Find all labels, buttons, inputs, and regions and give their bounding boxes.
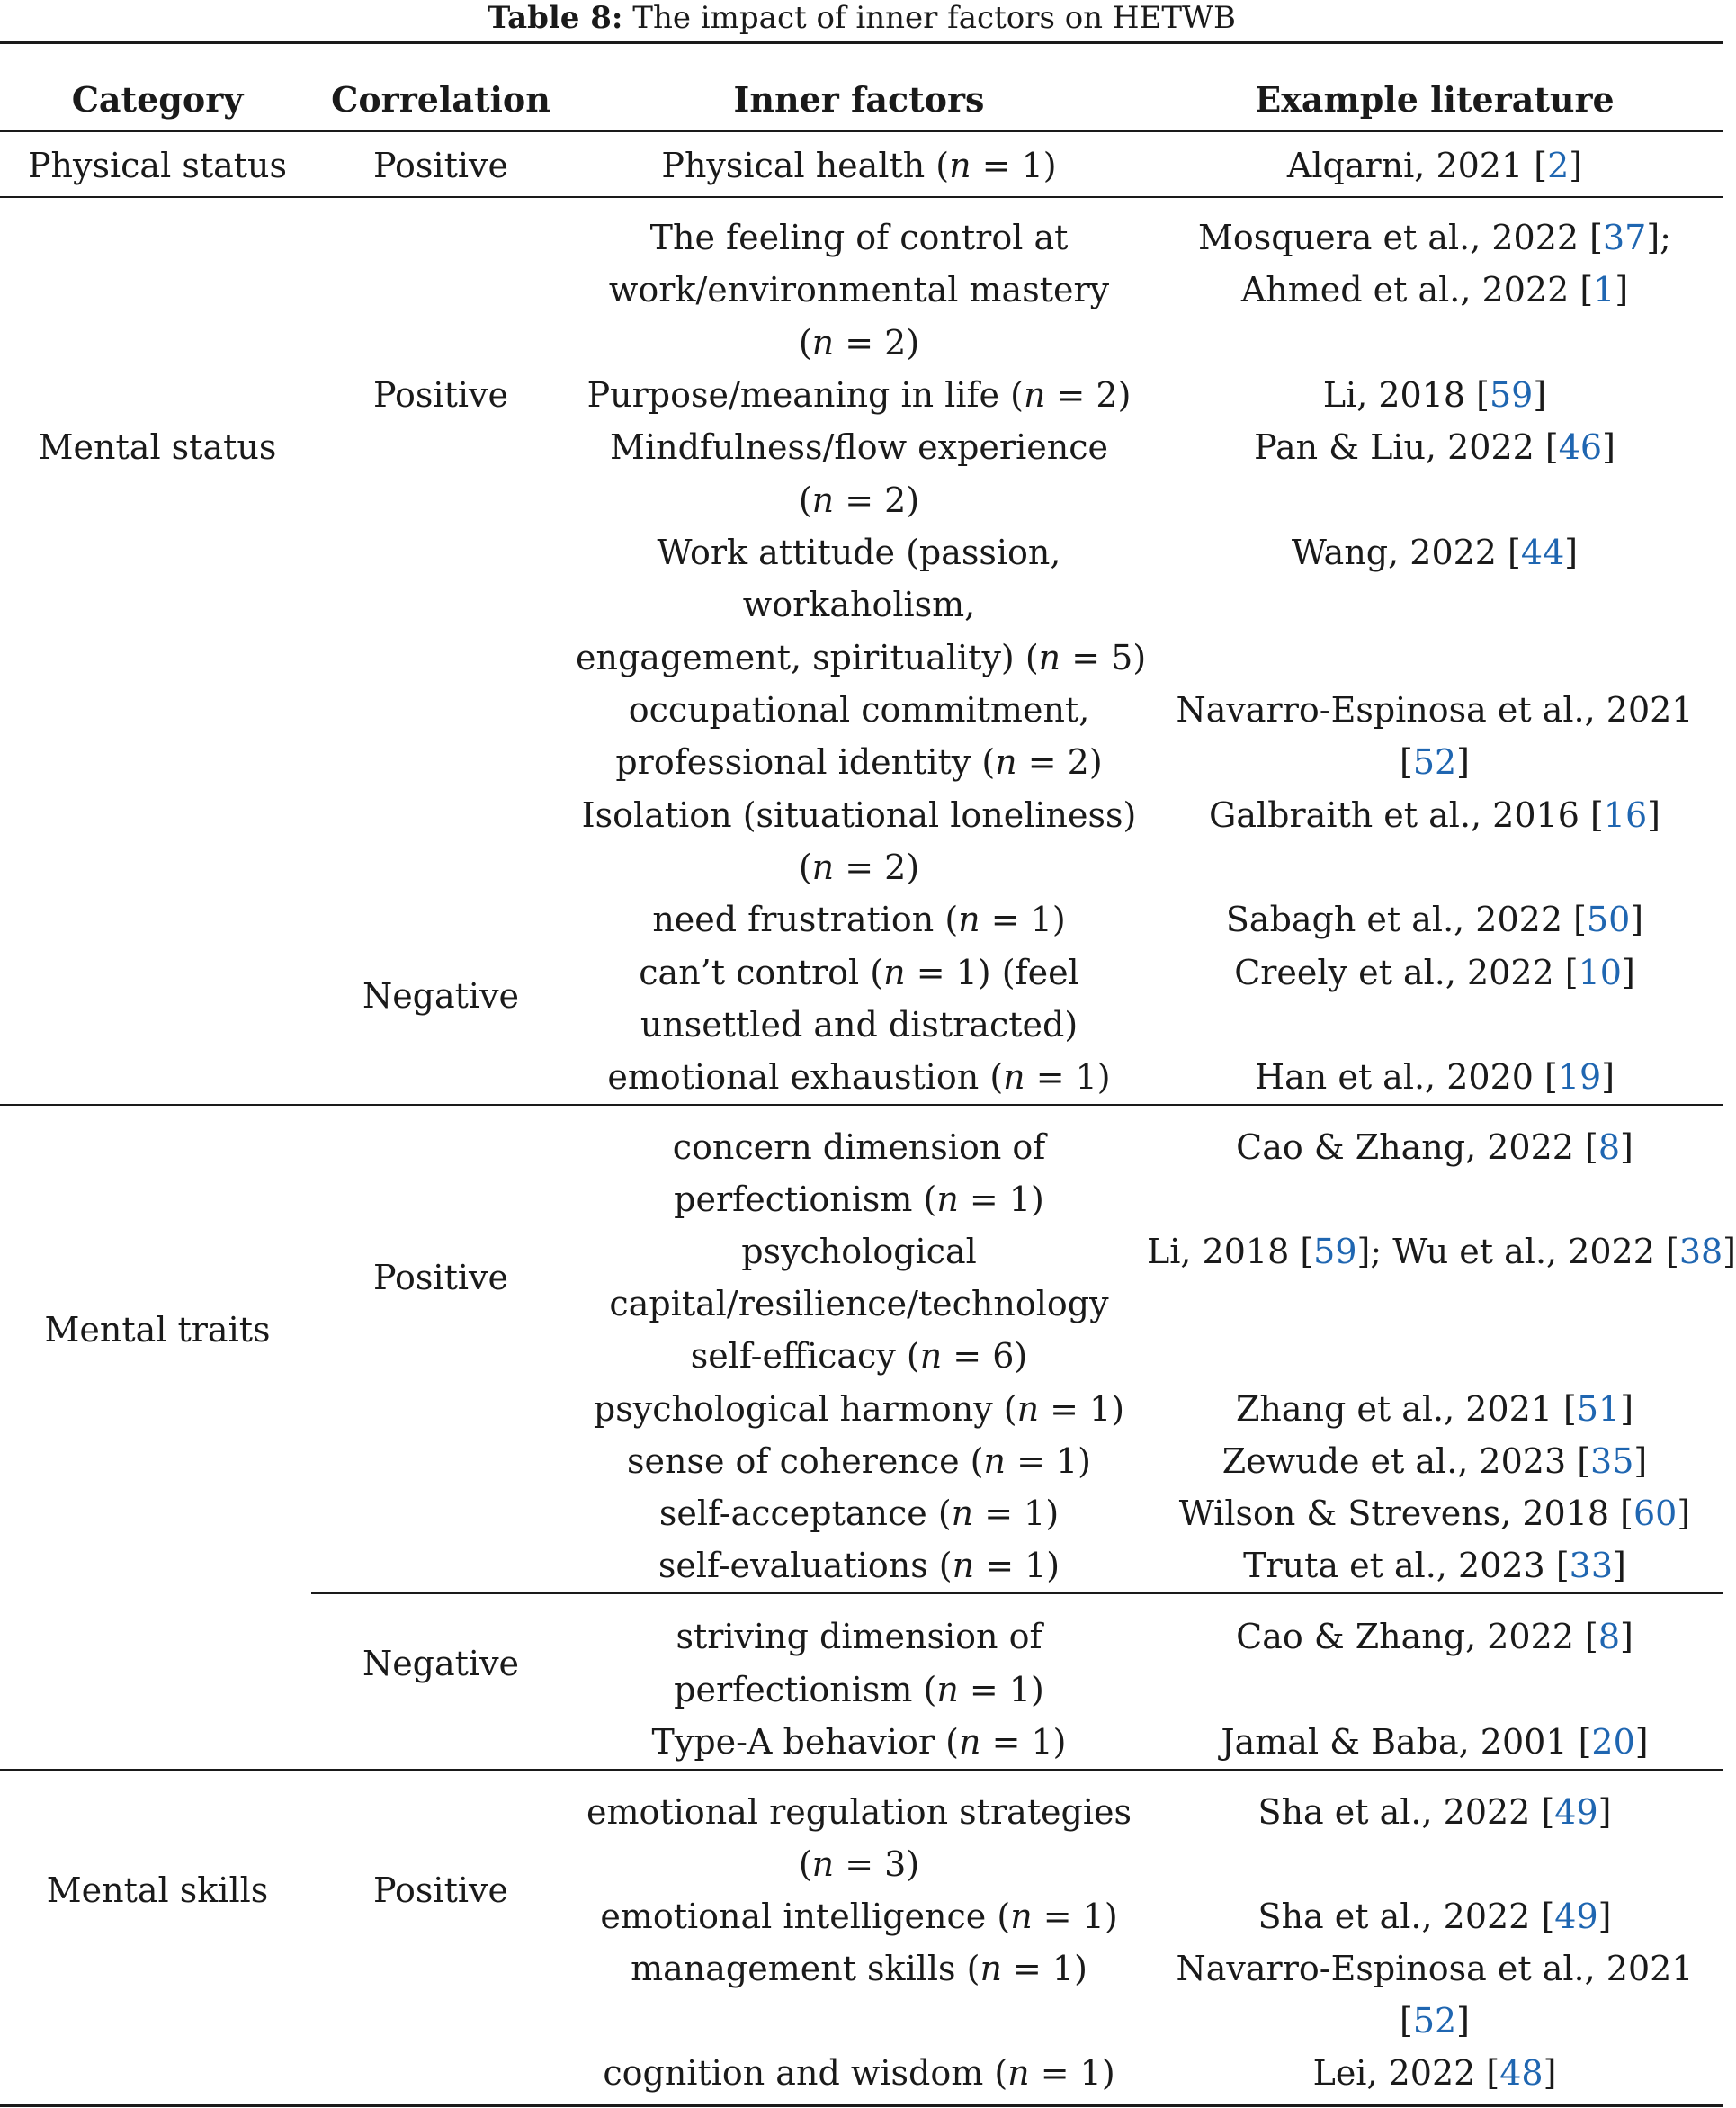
- factor-line: Purpose/meaning in life (n = 2): [586, 375, 1132, 415]
- reference-line: Galbraith et al., 2016 [16]: [1209, 795, 1660, 835]
- top-rule: [0, 41, 1723, 44]
- reference-line: Lei, 2022 [48]: [1312, 2053, 1557, 2093]
- header-example-literature: Example literature: [1255, 79, 1615, 120]
- table-caption-label: Table 8:: [488, 0, 623, 36]
- reference-line: Sha et al., 2022 [49]: [1257, 1792, 1612, 1832]
- factor-line: workaholism,: [742, 585, 976, 624]
- factor-line: (n = 3): [798, 1844, 920, 1884]
- factor-line: striving dimension of: [676, 1617, 1042, 1656]
- factor-line: emotional intelligence (n = 1): [600, 1897, 1118, 1936]
- reference-line: Jamal & Baba, 2001 [20]: [1221, 1722, 1649, 1762]
- factor-line: self-acceptance (n = 1): [658, 1494, 1060, 1533]
- factor-line: cognition and wisdom (n = 1): [603, 2053, 1115, 2093]
- reference-line: Zewude et al., 2023 [35]: [1221, 1441, 1648, 1481]
- factor-line: unsettled and distracted): [640, 1005, 1078, 1045]
- reference-line: Wang, 2022 [44]: [1291, 533, 1579, 572]
- factor-line: sense of coherence (n = 1): [627, 1441, 1091, 1481]
- category-mental-status: Mental status: [38, 427, 277, 467]
- correlation-mental-status-positive: Positive: [373, 375, 508, 415]
- correlation-mental-traits-positive: Positive: [373, 1258, 508, 1297]
- reference-line: Cao & Zhang, 2022 [8]: [1236, 1617, 1633, 1656]
- header-inner-factors: Inner factors: [733, 79, 985, 120]
- reference-line: [52]: [1399, 742, 1470, 782]
- bottom-rule: [0, 2104, 1723, 2107]
- factor-line: self-evaluations (n = 1): [658, 1546, 1060, 1585]
- factor-line: Type-A behavior (n = 1): [651, 1722, 1067, 1762]
- reference-line: Creely et al., 2022 [10]: [1234, 953, 1635, 992]
- table-caption-text: The impact of inner factors on HETWB: [632, 0, 1236, 36]
- table-caption: [0, 0, 1723, 36]
- reference-line: Li, 2018 [59]: [1322, 375, 1547, 415]
- reference-line: [52]: [1399, 2001, 1470, 2041]
- factor-line: Physical health (n = 1): [661, 146, 1057, 185]
- factor-line: perfectionism (n = 1): [674, 1670, 1044, 1709]
- factor-line: The feeling of control at: [649, 218, 1069, 257]
- factor-line: psychological harmony (n = 1): [593, 1389, 1125, 1429]
- subsection-rule-mental-traits: [311, 1592, 1723, 1594]
- header-rule: [0, 130, 1723, 132]
- factor-line: work/environmental mastery: [608, 270, 1110, 309]
- factor-line: Work attitude (passion,: [657, 533, 1061, 572]
- factor-line: management skills (n = 1): [631, 1949, 1087, 1988]
- reference-line: Cao & Zhang, 2022 [8]: [1236, 1127, 1633, 1167]
- reference-line: Zhang et al., 2021 [51]: [1235, 1389, 1634, 1429]
- factor-line: need frustration (n = 1): [652, 900, 1066, 939]
- correlation-mental-traits-negative: Negative: [362, 1644, 520, 1683]
- correlation-mental-skills-positive: Positive: [373, 1870, 508, 1910]
- reference-line: Ahmed et al., 2022 [1]: [1240, 270, 1629, 309]
- factor-line: professional identity (n = 2): [615, 742, 1103, 782]
- reference-line: Sha et al., 2022 [49]: [1257, 1897, 1612, 1936]
- factor-line: Isolation (situational loneliness): [581, 795, 1137, 835]
- reference-line: Truta et al., 2023 [33]: [1243, 1546, 1626, 1585]
- factor-line: perfectionism (n = 1): [674, 1180, 1044, 1219]
- factor-line: (n = 2): [798, 480, 920, 520]
- factor-line: emotional regulation strategies: [586, 1792, 1132, 1832]
- reference-line: Alqarni, 2021 [2]: [1286, 146, 1583, 185]
- factor-line: (n = 2): [798, 323, 920, 363]
- header-correlation: Correlation: [331, 79, 550, 120]
- section-rule-mental-status: [0, 1104, 1723, 1106]
- factor-line: capital/resilience/technology: [609, 1284, 1109, 1323]
- factor-line: self-efficacy (n = 6): [690, 1336, 1028, 1376]
- factor-line: concern dimension of: [672, 1127, 1046, 1167]
- factor-line: emotional exhaustion (n = 1): [607, 1057, 1111, 1097]
- reference-line: Han et al., 2020 [19]: [1254, 1057, 1615, 1097]
- factor-line: psychological: [741, 1232, 977, 1271]
- reference-line: Navarro-Espinosa et al., 2021: [1176, 690, 1694, 730]
- correlation-physical-positive: Positive: [373, 146, 508, 185]
- section-rule-mental-traits: [0, 1769, 1723, 1771]
- factor-line: Mindfulness/flow experience: [610, 427, 1108, 467]
- factor-line: occupational commitment,: [628, 690, 1090, 730]
- reference-line: Navarro-Espinosa et al., 2021: [1176, 1949, 1694, 1988]
- reference-line: Li, 2018 [59]; Wu et al., 2022 [38]: [1147, 1232, 1736, 1271]
- category-mental-traits: Mental traits: [44, 1310, 271, 1350]
- reference-line: Pan & Liu, 2022 [46]: [1254, 427, 1615, 467]
- reference-line: Sabagh et al., 2022 [50]: [1225, 900, 1644, 939]
- section-rule-physical: [0, 196, 1723, 198]
- header-category: Category: [71, 79, 244, 120]
- factor-line: (n = 2): [798, 848, 920, 887]
- factor-line: can’t control (n = 1) (feel: [639, 953, 1079, 992]
- factor-line: engagement, spirituality) (n = 5): [576, 638, 1147, 677]
- reference-line: Mosquera et al., 2022 [37];: [1198, 218, 1671, 257]
- reference-line: Wilson & Strevens, 2018 [60]: [1178, 1494, 1691, 1533]
- category-physical-status: Physical status: [27, 146, 287, 185]
- category-mental-skills: Mental skills: [46, 1870, 269, 1910]
- correlation-mental-status-negative: Negative: [362, 976, 520, 1016]
